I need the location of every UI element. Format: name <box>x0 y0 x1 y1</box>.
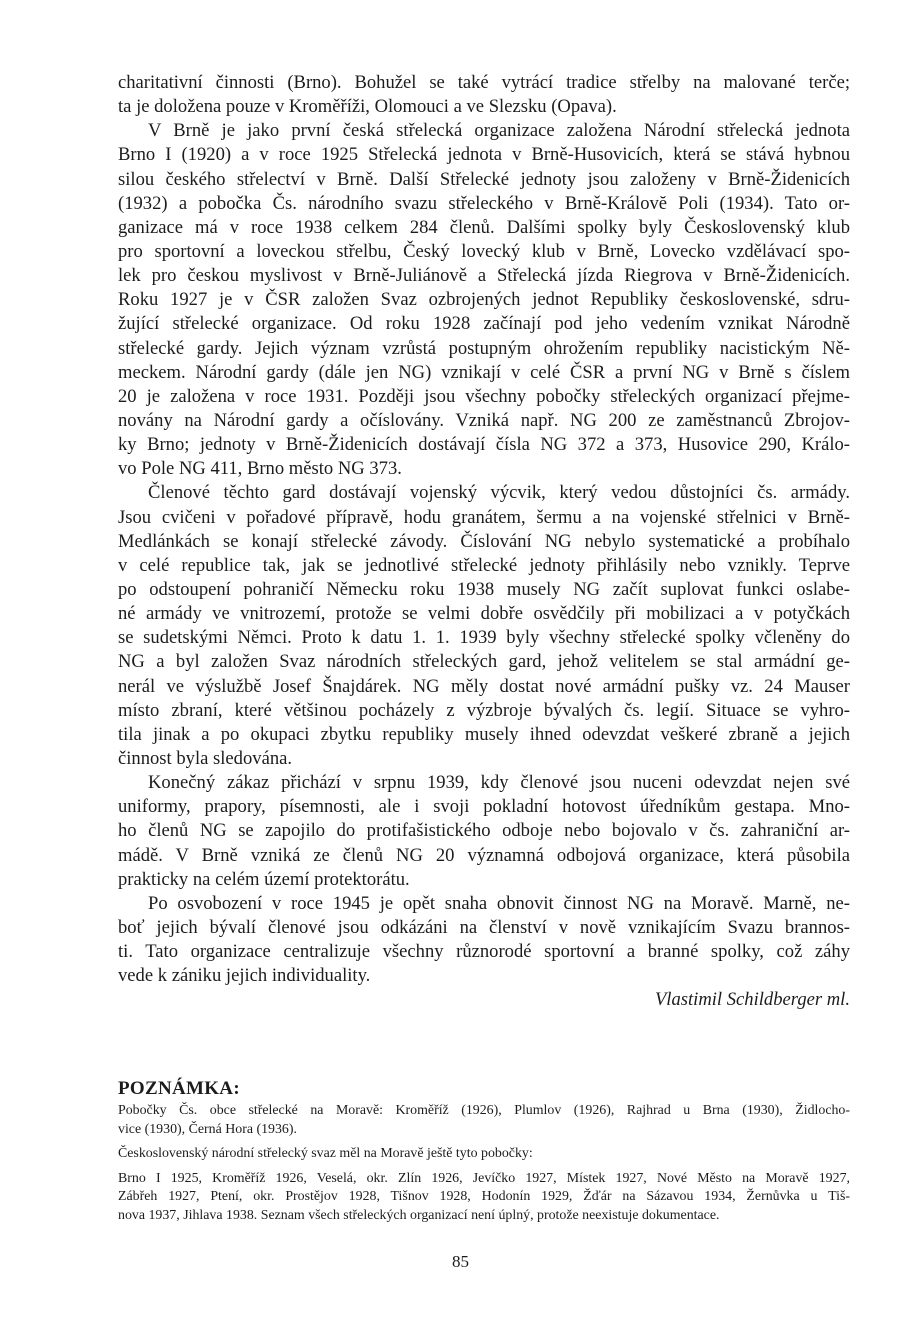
note-line: Zábřeh 1927, Ptení, okr. Prostějov 1928, Tišnov 1928, Hodonín 1929, Žďár na Sázavou 1934, Žernůvka u Tiš- <box>118 1189 850 1204</box>
page-number: 85 <box>452 1252 469 1271</box>
text-line: Roku 1927 je v ČSR založen Svaz ozbrojených jednot Republiky československé, sdru- <box>118 289 850 311</box>
text-line: Jsou cvičeni v pořadové přípravě, hodu granátem, šermu a na vojenské střelnici v Brně- <box>118 506 850 528</box>
article-body <box>118 71 850 1012</box>
text-line: pro sportovní a loveckou střelbu, Český lovecký klub v Brně, Lovecko vzdělávací spo- <box>118 240 850 262</box>
text-line: nerál ve výslužbě Josef Šnajdárek. NG měly dostat nové armádní pušky vz. 24 Mauser <box>118 675 850 697</box>
paragraph-first-line: Po osvobození v roce 1945 je opět snaha obnovit činnost NG na Moravě. Marně, ne- <box>148 892 850 914</box>
text-line: 20 je založena v roce 1931. Později jsou všechny pobočky střeleckých organizací přejme- <box>118 385 850 407</box>
paragraph-first-line: Konečný zákaz přichází v srpnu 1939, kdy členové jsou nuceni odevzdat nejen své <box>148 772 850 794</box>
note-paragraph <box>118 1102 850 1139</box>
paragraph-first-line: Členové těchto gard dostávají vojenský výcvik, který vedou důstojníci čs. armády. <box>148 482 850 504</box>
text-line: Brno I (1920) a v roce 1925 Střelecká jednota v Brně-Husovicích, která se stává hybnou <box>118 144 850 166</box>
text-line: né armády ve vnitrozemí, protože se velmi dobře osvědčily při mobilizaci a v potyčkách <box>118 603 850 625</box>
text-line: novány na Národní gardy a očíslovány. Vzniká např. NG 200 ze zaměstnanců Zbrojov- <box>118 409 850 431</box>
text-line: ky Brno; jednoty v Brně-Židenicích dostávají čísla NG 372 a 373, Husovice 290, Králo- <box>118 434 850 456</box>
note-line: Brno I 1925, Kroměříž 1926, Veselá, okr. Zlín 1926, Jevíčko 1927, Místek 1927, Nové Město na Moravě 1927, <box>118 1170 850 1186</box>
note-paragraph <box>118 1170 850 1226</box>
text-line: silou českého střelectví v Brně. Další Střelecké jednoty jsou založeny v Brně-Židenicích <box>118 168 850 190</box>
text-line: činnost byla sledována. <box>118 747 293 769</box>
note-line: Československý národní střelecký svaz měl na Moravě ještě tyto pobočky: <box>118 1146 533 1161</box>
text-line: prakticky na celém území protektorátu. <box>118 868 410 890</box>
text-line: (1932) a pobočka Čs. národního svazu střeleckého v Brně-Královĕ Poli (1934). Tato or- <box>118 192 850 214</box>
text-line: ho členů NG se zapojilo do protifašistického odboje nebo bojovalo v čs. zahraniční ar- <box>118 820 850 842</box>
text-line: místo zbraní, které většinou pocházely z výzbroje bývalých čs. legií. Situace se vyhro- <box>118 699 850 721</box>
note-line: nova 1937, Jihlava 1938. Seznam všech střeleckých organizací není úplný, protože neexistuje dokumentace. <box>118 1207 720 1223</box>
note-section <box>118 1078 850 1231</box>
author-signature: Vlastimil Schildberger ml. <box>654 989 850 1011</box>
text-line: NG a byl založen Svaz národních střeleckých gard, jehož velitelem se stal armádní ge- <box>118 651 850 673</box>
text-line: se sudetskými Němci. Proto k datu 1. 1. 1939 byly všechny střelecké spolky včleněny do <box>118 627 850 649</box>
note-title: POZNÁMKA: <box>118 1078 240 1099</box>
text-line: vede k zániku jejich individuality. <box>118 965 371 987</box>
text-line: v celé republice tak, jak se jednotlivé střelecké jednoty přihlásily nebo vznikly. Teprve <box>118 554 850 576</box>
text-line: po odstoupení pohraničí Německu roku 1938 musely NG začít suplovat funkci oslabe- <box>118 578 850 600</box>
text-line: ganizace má v roce 1938 celkem 284 členů. Dalšími spolky byly Československý klub <box>118 216 850 238</box>
text-line: ta je doložena pouze v Kroměříži, Olomouci a ve Slezsku (Opava). <box>118 96 617 118</box>
text-line: uniformy, prapory, písemnosti, ale i svoji pokladní hotovost úředníkům gestapa. Mno- <box>118 796 850 818</box>
text-line: vo Pole NG 411, Brno město NG 373. <box>118 458 402 480</box>
text-line: charitativní činnosti (Brno). Bohužel se také vytrácí tradice střelby na malované terče; <box>118 72 850 93</box>
text-line: boť jejich bývalí členové jsou odkázáni na členství v nově vznikajícím Svazu brannos- <box>118 916 850 938</box>
text-line: meckem. Národní gardy (dále jen NG) vznikají v celé ČSR a první NG v Brně s číslem <box>118 361 850 383</box>
text-line: střelecké gardy. Jejich význam vzrůstá postupným ohrožením republiky nacistickým Ně- <box>118 337 850 359</box>
paragraph-first-line: V Brně je jako první česká střelecká organizace založena Národní střelecká jednota <box>148 120 850 142</box>
note-line: vice (1930), Černá Hora (1936). <box>118 1121 297 1137</box>
text-line: tila jinak a po okupaci zbytku republiky musely ihned odevzdat veškeré zbraně a jejich <box>118 723 850 745</box>
text-line: lek pro českou myslivost v Brně-Juliánově a Střelecká jízda Riegrova v Brně-Židenicích. <box>118 265 850 287</box>
text-line: Medlánkách se konají střelecké závody. Číslování NG nebylo systematické a probíhalo <box>118 530 850 552</box>
note-line: Pobočky Čs. obce střelecké na Moravě: Kroměříž (1926), Plumlov (1926), Rajhrad u Brna (1930), Židlocho- <box>118 1103 850 1118</box>
text-line: ti. Tato organizace centralizuje všechny různorodé sportovní a branné spolky, což záhy <box>118 941 850 963</box>
text-line: mádě. V Brně vzniká ze členů NG 20 významná odbojová organizace, která působila <box>118 844 850 866</box>
note-paragraph <box>118 1145 850 1164</box>
text-line: žující střelecké organizace. Od roku 1928 začínají pod jeho vedením vznikat Národně <box>118 313 850 335</box>
